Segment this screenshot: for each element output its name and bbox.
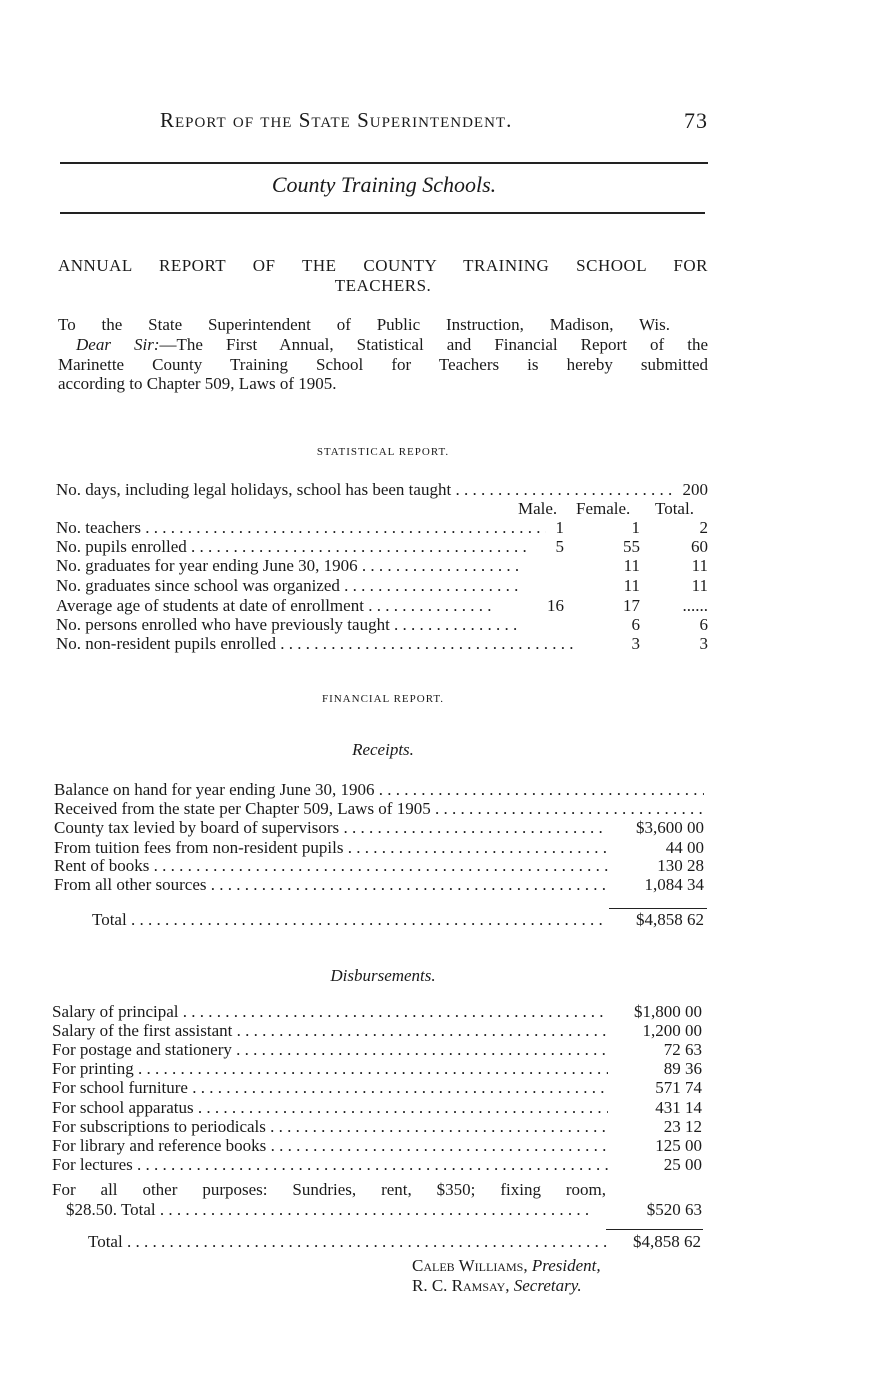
receipt-label: Rent of books . . .	[54, 856, 608, 876]
disbursement-row	[52, 1155, 702, 1175]
secretary-name: R. C. Ramsay,	[412, 1276, 510, 1295]
disbursement-row	[52, 1136, 702, 1156]
female-value: 3	[631, 634, 640, 653]
salutation-line2: Marinette County Training School for Teachers is hereby submitted	[58, 355, 708, 374]
disbursements-total-label: Total . . .	[88, 1232, 608, 1252]
disbursement-label: For library and reference books . . .	[52, 1136, 608, 1156]
total-value: 11	[691, 576, 708, 595]
receipt-row	[54, 818, 704, 838]
receipt-label: From all other sources . . .	[54, 875, 608, 895]
disbursement-row	[52, 1117, 702, 1137]
other-purposes-line1: For all other purposes: Sundries, rent, $350; fixing room,	[52, 1180, 606, 1199]
disbursement-amount: 23 12	[663, 1117, 702, 1136]
receipt-label: Balance on hand for year ending June 30, 1906 . . .	[54, 780, 704, 800]
statistical-row-label: No. teachers . . .	[56, 518, 546, 538]
disbursement-row	[52, 1021, 702, 1041]
receipt-row	[54, 780, 704, 800]
secretary-title: Secretary.	[513, 1276, 582, 1295]
receipt-amount: $3,600 00	[636, 818, 704, 837]
other-purposes-row	[66, 1200, 702, 1220]
female-value: 1	[631, 518, 640, 537]
disbursement-amount: 571 74	[655, 1078, 702, 1097]
statistical-row	[56, 518, 708, 538]
disbursement-amount: $1,800 00	[634, 1002, 702, 1021]
receipt-label: From tuition fees from non-resident pupils . . .	[54, 838, 608, 858]
disbursements-total-row	[88, 1232, 701, 1252]
col-total-header: Total.	[655, 499, 694, 518]
receipt-row	[54, 799, 704, 819]
running-header	[160, 108, 708, 133]
disbursement-label: For school furniture . . .	[52, 1078, 608, 1098]
section-rule	[60, 212, 705, 214]
disbursement-row	[52, 1098, 702, 1118]
disbursement-label: For printing . . .	[52, 1059, 608, 1079]
other-purposes-amount: $520 63	[646, 1200, 702, 1219]
col-female-header: Female.	[576, 499, 631, 518]
statistical-row	[56, 596, 708, 616]
receipts-sum-rule	[609, 908, 707, 909]
days-taught-value: 200	[682, 480, 708, 499]
receipts-heading: Receipts.	[352, 740, 414, 759]
disbursement-label: Salary of principal . . .	[52, 1002, 608, 1022]
president-title: President,	[531, 1256, 601, 1275]
disbursement-row	[52, 1002, 702, 1022]
receipt-amount: 44 00	[665, 838, 704, 857]
female-value: 11	[623, 576, 640, 595]
disbursement-amount: 431 14	[655, 1098, 702, 1117]
receipt-label: Received from the state per Chapter 509, Laws of 1905 . . .	[54, 799, 704, 819]
report-title-line1: ANNUAL REPORT OF THE COUNTY TRAINING SCHOOL FOR	[58, 256, 708, 275]
statistical-row	[56, 634, 708, 654]
female-value: 17	[623, 596, 640, 615]
disbursement-label: For school apparatus . . .	[52, 1098, 608, 1118]
days-taught-row	[56, 480, 708, 500]
female-value: 55	[623, 537, 640, 556]
statistical-row-label: No. persons enrolled who have previously taught . . .	[56, 615, 522, 635]
disbursement-label: Salary of the first assistant . . .	[52, 1021, 608, 1041]
total-value: 6	[699, 615, 708, 634]
page-number: 73	[684, 108, 708, 133]
male-value: 5	[555, 537, 564, 556]
disbursement-amount: 72 63	[663, 1040, 702, 1059]
total-value: 3	[699, 634, 708, 653]
disbursement-row	[52, 1059, 702, 1079]
dear-sir: Dear Sir:	[76, 335, 160, 354]
statistical-row	[56, 615, 708, 635]
receipt-row	[54, 875, 704, 895]
female-value: 6	[631, 615, 640, 634]
female-value: 11	[623, 556, 640, 575]
signature-president	[412, 1256, 601, 1276]
statistical-row-label: No. pupils enrolled . . .	[56, 537, 526, 557]
disbursements-sum-rule	[606, 1229, 703, 1230]
receipts-total-row	[92, 910, 704, 930]
salutation-line1	[76, 335, 708, 355]
section-title: County Training Schools.	[271, 172, 497, 197]
male-value: 16	[547, 596, 564, 615]
disbursement-row	[52, 1040, 702, 1060]
statistical-report-heading: STATISTICAL REPORT.	[316, 446, 450, 458]
days-taught-label: No. days, including legal holidays, school has been taught . . .	[56, 480, 676, 500]
statistical-row-label: Average age of students at date of enrollment . . .	[56, 596, 492, 616]
salutation-line3: according to Chapter 509, Laws of 1905.	[58, 374, 337, 393]
financial-report-heading: FINANCIAL REPORT.	[321, 693, 445, 705]
total-value: 60	[691, 537, 708, 556]
statistical-row-label: No. graduates for year ending June 30, 1906 . . .	[56, 556, 522, 576]
salutation-line1-rest: —The First Annual, Statistical and Financial Report of the	[159, 335, 708, 354]
statistical-row	[56, 556, 708, 576]
disbursement-amount: 1,200 00	[642, 1021, 702, 1040]
receipts-total-label: Total . . .	[92, 910, 602, 930]
receipt-amount: 1,084 34	[644, 875, 704, 894]
disbursement-row	[52, 1078, 702, 1098]
statistical-row	[56, 537, 708, 557]
signature-secretary	[412, 1276, 582, 1296]
disbursement-label: For lectures . . .	[52, 1155, 608, 1175]
statistical-row	[56, 576, 708, 596]
receipts-total-amount: $4,858 62	[636, 910, 704, 929]
other-purposes-line2: $28.50. Total . . .	[66, 1200, 594, 1220]
total-value: ......	[682, 596, 708, 615]
total-value: 2	[699, 518, 708, 537]
receipt-row	[54, 856, 704, 876]
statistical-row-label: No. graduates since school was organized . . .	[56, 576, 522, 596]
receipt-label: County tax levied by board of supervisors . . .	[54, 818, 608, 838]
top-rule	[60, 162, 708, 164]
running-title: Report of the State Superintendent.	[160, 108, 513, 132]
disbursement-label: For postage and stationery . . .	[52, 1040, 608, 1060]
disbursements-total-amount: $4,858 62	[633, 1232, 701, 1251]
receipt-amount: 130 28	[657, 856, 704, 875]
disbursement-amount: 125 00	[655, 1136, 702, 1155]
male-value: 1	[555, 518, 564, 537]
report-title-line2: TEACHERS.	[334, 276, 432, 295]
disbursement-amount: 25 00	[663, 1155, 702, 1174]
address-line: To the State Superintendent of Public Instruction, Madison, Wis.	[58, 315, 670, 334]
statistical-row-label: No. non-resident pupils enrolled . . .	[56, 634, 578, 654]
disbursements-heading: Disbursements.	[330, 966, 436, 985]
disbursement-amount: 89 36	[663, 1059, 702, 1078]
col-male-header: Male.	[518, 499, 558, 518]
receipt-row	[54, 838, 704, 858]
total-value: 11	[691, 556, 708, 575]
disbursement-label: For subscriptions to periodicals . . .	[52, 1117, 608, 1137]
president-name: Caleb Williams,	[412, 1256, 528, 1275]
